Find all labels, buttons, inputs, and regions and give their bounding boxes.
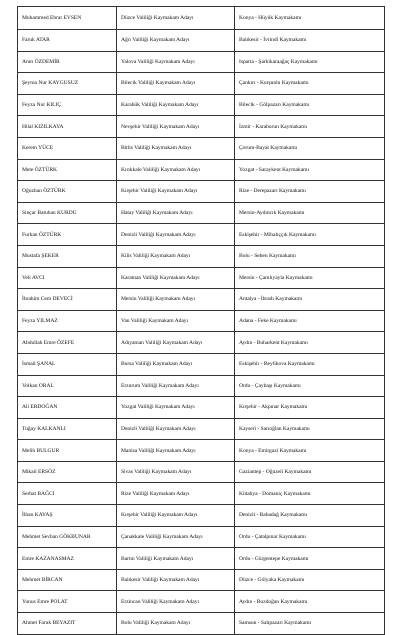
- name-cell: Feyza Nur KILIÇ: [18, 94, 117, 116]
- current-post-cell: Bilecik Valiliği Kaymakam Adayı: [117, 73, 235, 95]
- current-post-cell: Düzce Valiliği Kaymakam Adayı: [117, 7, 235, 30]
- name-cell: Mikail ERSÖZ: [18, 461, 117, 483]
- new-post-cell: Rize - Derepazarı Kaymakamı: [235, 181, 385, 203]
- name-cell: Faruk ATAR: [18, 30, 117, 52]
- name-cell: İlhan KAYAŞ: [18, 505, 117, 527]
- current-post-cell: Kırşehir Valiliği Kaymakam Adayı: [117, 181, 235, 203]
- new-post-cell: Ordu - Çaybaşı Kaymakamı: [235, 375, 385, 397]
- current-post-cell: Kırşehir Valiliği Kaymakam Adayı: [117, 505, 235, 527]
- current-post-cell: Denizli Valiliği Kaymakam Adayı: [117, 224, 235, 246]
- new-post-cell: Adana - Feke Kaymakamı: [235, 310, 385, 332]
- name-cell: İsmail ŞANAL: [18, 353, 117, 375]
- name-cell: Yunus Emre POLAT: [18, 591, 117, 613]
- new-post-cell: Eskişehir - Mihalıççık Kaymakamı: [235, 224, 385, 246]
- current-post-cell: Karabük Valiliği Kaymakam Adayı: [117, 94, 235, 116]
- table-row: [18, 245, 385, 267]
- name-cell: Hilal KIZILKAYA: [18, 116, 117, 138]
- appointment-table-body: [18, 7, 385, 635]
- current-post-cell: Balıkesir Valiliği Kaymakam Adayı: [117, 569, 235, 591]
- name-cell: Mehmet Sevban GÖKBUNAR: [18, 526, 117, 548]
- current-post-cell: Nevşehir Valiliği Kaymakam Adayı: [117, 116, 235, 138]
- name-cell: Sinçar Batuhan KURDU: [18, 202, 117, 224]
- name-cell: Melih BULGUR: [18, 440, 117, 462]
- new-post-cell: Mersin - Çamlıyayla Kaymakamı: [235, 267, 385, 289]
- new-post-cell: Aydın - Bozdoğan Kaymakamı: [235, 591, 385, 613]
- appointment-table: [17, 6, 385, 635]
- name-cell: Mete ÖZTÜRK: [18, 159, 117, 181]
- table-row: [18, 375, 385, 397]
- name-cell: Veli AVCI: [18, 267, 117, 289]
- table-row: [18, 461, 385, 483]
- current-post-cell: Erzincan Valiliği Kaymakam Adayı: [117, 591, 235, 613]
- new-post-cell: Kayseri - Sarıoğlan Kaymakamı: [235, 418, 385, 440]
- name-cell: Muhammed Ebrar EVSEN: [18, 7, 117, 30]
- new-post-cell: Kırşehir - Akpınar Kaymakamı: [235, 397, 385, 419]
- current-post-cell: Karaman Valiliği Kaymakam Adayı: [117, 267, 235, 289]
- current-post-cell: Rize Valiliği Kaymakam Adayı: [117, 483, 235, 505]
- name-cell: Mustafa ŞEKER: [18, 245, 117, 267]
- table-row: [18, 613, 385, 635]
- table-row: [18, 526, 385, 548]
- table-row: [18, 418, 385, 440]
- name-cell: Feyza YILMAZ: [18, 310, 117, 332]
- name-cell: Tuğay KALKANLI: [18, 418, 117, 440]
- current-post-cell: Van Valiliği Kaymakam Adayı: [117, 310, 235, 332]
- table-row: [18, 7, 385, 30]
- new-post-cell: Bolu - Seben Kaymakamı: [235, 245, 385, 267]
- new-post-cell: Ordu - Çatalpınar Kaymakamı: [235, 526, 385, 548]
- current-post-cell: Bursa Valiliği Kaymakam Adayı: [117, 353, 235, 375]
- new-post-cell: Aydın - Buharkent Kaymakamı: [235, 332, 385, 354]
- table-row: [18, 569, 385, 591]
- current-post-cell: Sivas Valiliği Kaymakam Adayı: [117, 461, 235, 483]
- new-post-cell: Bilecik - Gölpazarı Kaymakamı: [235, 94, 385, 116]
- new-post-cell: Samsun - Salıpazarı Kaymakamı: [235, 613, 385, 635]
- current-post-cell: Kilis Valiliği Kaymakam Adayı: [117, 245, 235, 267]
- table-row: [18, 94, 385, 116]
- new-post-cell: Denizli - Babadağ Kaymakamı: [235, 505, 385, 527]
- name-cell: Serhat BAĞCI: [18, 483, 117, 505]
- table-row: [18, 73, 385, 95]
- new-post-cell: Eskişehir - Beylikova Kaymakamı: [235, 353, 385, 375]
- name-cell: Furkan ÖZTÜRK: [18, 224, 117, 246]
- name-cell: Ali ERDOĞAN: [18, 397, 117, 419]
- table-row: [18, 51, 385, 73]
- table-row: [18, 591, 385, 613]
- table-row: [18, 353, 385, 375]
- name-cell: Kerem YÜCE: [18, 137, 117, 159]
- table-row: [18, 397, 385, 419]
- table-row: [18, 137, 385, 159]
- name-cell: Abdullah Emre ÖZEFE: [18, 332, 117, 354]
- table-row: [18, 202, 385, 224]
- name-cell: Şeyma Nur KAYGUSUZ: [18, 73, 117, 95]
- table-row: [18, 483, 385, 505]
- new-post-cell: Antalya - İbradı Kaymakamı: [235, 289, 385, 311]
- current-post-cell: Erzurum Valiliği Kaymakam Adayı: [117, 375, 235, 397]
- table-row: [18, 548, 385, 570]
- current-post-cell: Manisa Valiliği Kaymakam Adayı: [117, 440, 235, 462]
- table-row: [18, 159, 385, 181]
- current-post-cell: Ağrı Valiliği Kaymakam Adayı: [117, 30, 235, 52]
- table-row: [18, 181, 385, 203]
- current-post-cell: Bartın Valiliği Kaymakam Adayı: [117, 548, 235, 570]
- new-post-cell: Gaziantep - Oğuzeli Kaymakamı: [235, 461, 385, 483]
- name-cell: Emre KAZANASMAZ: [18, 548, 117, 570]
- table-row: [18, 224, 385, 246]
- name-cell: Anıtı ÖZDEMİR: [18, 51, 117, 73]
- current-post-cell: Hatay Valiliği Kaymakam Adayı: [117, 202, 235, 224]
- name-cell: Volkan ORAL: [18, 375, 117, 397]
- new-post-cell: Çankırı - Kurşunlu Kaymakamı: [235, 73, 385, 95]
- new-post-cell: Düzce - Gölyaka Kaymakamı: [235, 569, 385, 591]
- table-row: [18, 30, 385, 52]
- new-post-cell: Mersin-Aydıncık Kaymakamı: [235, 202, 385, 224]
- new-post-cell: İzmir - Karaburun Kaymakamı: [235, 116, 385, 138]
- table-row: [18, 116, 385, 138]
- current-post-cell: Çanakkale Valiliği Kaymakam Adayı: [117, 526, 235, 548]
- table-row: [18, 289, 385, 311]
- name-cell: İbrahim Cem DEVECİ: [18, 289, 117, 311]
- new-post-cell: Konya - Hüyük Kaymakamı: [235, 7, 385, 30]
- current-post-cell: Mersin Valiliği Kaymakam Adayı: [117, 289, 235, 311]
- new-post-cell: Balıkesir - İvrindi Kaymakamı: [235, 30, 385, 52]
- name-cell: Oğuzhan ÖZTÜRK: [18, 181, 117, 203]
- current-post-cell: Kırıkkale Valiliği Kaymakam Adayı: [117, 159, 235, 181]
- table-row: [18, 310, 385, 332]
- current-post-cell: Yalova Valiliği Kaymakam Adayı: [117, 51, 235, 73]
- name-cell: Mehmet BİRCAN: [18, 569, 117, 591]
- table-row: [18, 332, 385, 354]
- current-post-cell: Denizli Valiliği Kaymakam Adayı: [117, 418, 235, 440]
- current-post-cell: Bitlis Valiliği Kaymakam Adayı: [117, 137, 235, 159]
- new-post-cell: Kütahya - Domaniç Kaymakamı: [235, 483, 385, 505]
- current-post-cell: Adıyaman Valiliği Kaymakam Adayı: [117, 332, 235, 354]
- new-post-cell: Konya - Emirgazi Kaymakamı: [235, 440, 385, 462]
- current-post-cell: Bolu Valiliği Kaymakam Adayı: [117, 613, 235, 635]
- new-post-cell: Isparta - Şarkikaraağaç Kaymakamı: [235, 51, 385, 73]
- new-post-cell: Yozgat - Saraykent Kaymakamı: [235, 159, 385, 181]
- name-cell: Ahmet Faruk BEYAZIT: [18, 613, 117, 635]
- table-row: [18, 505, 385, 527]
- new-post-cell: Çorum-Bayat Kaymakamı: [235, 137, 385, 159]
- current-post-cell: Yozgat Valiliği Kaymakam Adayı: [117, 397, 235, 419]
- table-row: [18, 440, 385, 462]
- table-row: [18, 267, 385, 289]
- new-post-cell: Ordu - Gürgentepe Kaymakamı: [235, 548, 385, 570]
